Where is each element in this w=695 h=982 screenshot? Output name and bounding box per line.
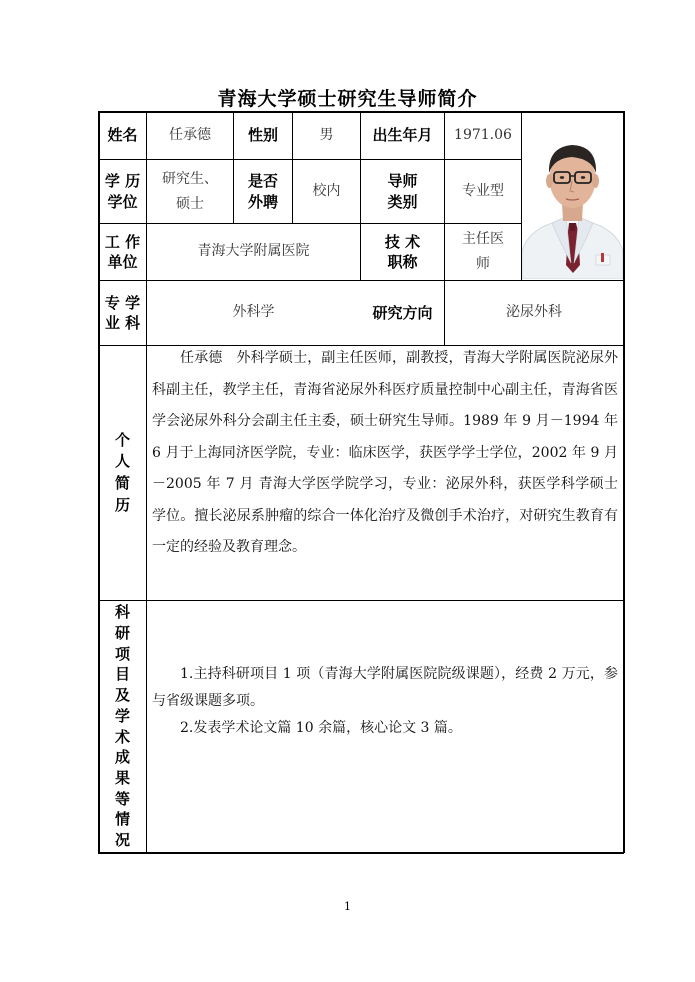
gender-value: 男 <box>319 126 334 143</box>
type-label-line2: 类别 <box>387 192 418 211</box>
research-item: 2.发表学术论文篇 10 余篇，核心论文 3 篇。 <box>180 720 462 736</box>
research-char: 科 <box>114 603 130 622</box>
research-char: 研 <box>114 624 130 643</box>
education-label-line1: 学 历 <box>104 172 141 191</box>
research-label <box>99 601 146 852</box>
research-char: 情 <box>114 810 130 829</box>
page-title: 青海大学硕士研究生导师简介 <box>217 88 478 110</box>
discipline-label-line1: 专 学 <box>104 293 141 312</box>
type-label <box>361 160 444 223</box>
portrait-image <box>522 113 623 279</box>
research-char: 果 <box>114 768 130 787</box>
education-value-line1: 研究生、 <box>162 171 218 187</box>
research-char: 术 <box>114 727 130 746</box>
page-number: 1 <box>344 900 351 913</box>
research-char: 成 <box>114 748 130 767</box>
external-label-line2: 外聘 <box>247 192 278 211</box>
discipline-label <box>99 281 146 345</box>
education-value <box>147 160 233 223</box>
research-text <box>152 661 618 742</box>
direction-value: 泌尿外科 <box>506 304 562 321</box>
education-value-line2: 硕士 <box>176 195 204 212</box>
bio-label <box>99 346 146 600</box>
bio-text <box>152 343 618 564</box>
bio-char: 简 <box>114 474 130 492</box>
research-char: 学 <box>114 706 130 725</box>
bio-char: 个 <box>114 430 130 449</box>
external-label <box>234 160 292 223</box>
research-item: 1.主持科研项目 1 项（青海大学附属医院院级课题），经费 2 万元，参与省级课题多项。 <box>152 666 618 709</box>
discipline-label-line2: 业 科 <box>104 314 141 332</box>
birth-value: 1971.06 <box>454 126 512 143</box>
title-value-line1: 主任医 <box>462 230 504 247</box>
bio-char: 历 <box>114 495 130 514</box>
education-label-line2: 学位 <box>107 192 138 211</box>
birth-label: 出生年月 <box>372 126 433 144</box>
name-value: 任承德 <box>169 126 211 143</box>
work-label <box>99 224 146 280</box>
discipline-value: 外科学 <box>232 304 275 321</box>
type-value: 专业型 <box>462 182 504 199</box>
external-value: 校内 <box>312 182 341 199</box>
work-label-line1: 工 作 <box>104 232 141 251</box>
gender-label: 性别 <box>247 126 278 144</box>
title-label-line1: 技 术 <box>384 232 421 251</box>
title-value <box>445 224 521 280</box>
research-char: 项 <box>114 644 130 663</box>
work-label-line2: 单位 <box>107 253 138 271</box>
research-char: 况 <box>114 830 130 849</box>
external-label-line1: 是否 <box>247 172 278 191</box>
work-value: 青海大学附属医院 <box>197 243 310 260</box>
research-char: 等 <box>114 789 130 808</box>
name-label: 姓名 <box>107 126 138 144</box>
bio-char: 人 <box>114 452 130 471</box>
research-char: 及 <box>114 686 130 705</box>
research-char: 目 <box>114 665 130 684</box>
education-label <box>99 160 146 223</box>
title-value-line2: 师 <box>476 256 490 272</box>
type-label-line1: 导师 <box>387 172 418 191</box>
title-label-line2: 职称 <box>387 253 418 271</box>
advisor-photo <box>522 113 623 279</box>
bio-paragraph: 任承德 外科学硕士，副主任医师，副教授，青海大学附属医院泌尿外科副主任，教学主任，青海省泌尿外科医疗质量控制中心副主任，青海省医学会泌尿外科分会副主任主委，硕士研究生导师。1989 年 9 月－1994 年 6 月于上海同济医学院，专业：临床医学，获医学学士学位，2002 年 9 月－2005 年 7 月 青海大学医学院学习，专业：泌尿外科，获医学科学硕士学位。擅长泌尿系肿瘤的综合一体化治疗及微创手术治疗，对研究生教育有一定的经验及教育理念。 <box>152 350 618 555</box>
title-label <box>361 224 444 280</box>
direction-label: 研究方向 <box>372 303 433 322</box>
